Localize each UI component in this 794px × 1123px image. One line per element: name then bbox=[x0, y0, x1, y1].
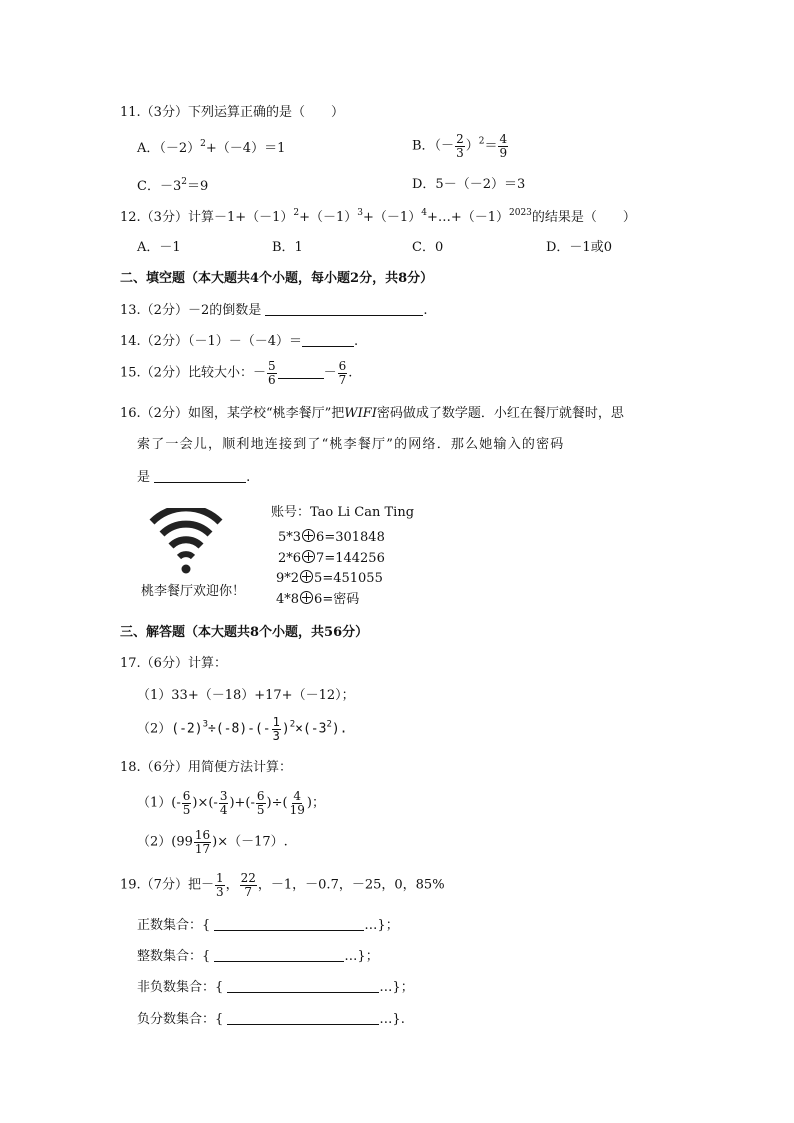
figure-row-1: 5*3 6=301848 bbox=[278, 530, 385, 545]
q11-option-a: A．$(-2)^2+(-4)=1$ bbox=[137, 139, 286, 156]
oplus-icon bbox=[302, 550, 315, 563]
figure-row-2: 2*6 7=144256 bbox=[278, 551, 385, 566]
q12-option-c: C．0 bbox=[412, 240, 444, 255]
wifi-icon bbox=[148, 508, 224, 578]
q12-option-a: A．－1 bbox=[137, 240, 181, 255]
q18-part-2: （2）(99 $\frac{16}{17}$ )×（－17）. bbox=[137, 828, 288, 856]
q17-part-2: $(2)(-2)^3\div(-8)-(-$ $\frac{1}{3}$ )$^2\times(-3^2)$. bbox=[137, 715, 348, 743]
section-2-heading: 二、填空题（本大题共4个小题，每小题2分，共8分） bbox=[120, 271, 434, 286]
q16-line-3: 是 . bbox=[137, 470, 251, 485]
q13: 13.（2分）－2的倒数是 . bbox=[120, 303, 428, 318]
figure-row-3: 9*2 5=451055 bbox=[276, 571, 383, 586]
oplus-icon bbox=[300, 570, 313, 583]
q19-stem: 19.（7分）把－ $\frac{1}{3}$ ， $\frac{22}{7}$ ，－1，－0.7，－25，0，85% bbox=[120, 871, 445, 899]
oplus-icon bbox=[302, 529, 315, 542]
q19-positive-set: 正数集合：{ …}； bbox=[137, 918, 399, 933]
q18-stem: 18.（6分）用简便方法计算： bbox=[120, 760, 292, 775]
q14: 14.（2分）（－1）－（－4）＝ . bbox=[120, 334, 359, 349]
q19-negative-fraction-blank bbox=[227, 1012, 379, 1025]
q11-stem: 11.（3分）下列运算正确的是（ ） bbox=[120, 105, 344, 120]
q18-part-1: （1）(- $\frac{6}{5}$ )×(- $\frac{3}{4}$ )+(- $\frac{6}{5}$ )÷( $\frac{4}{19}$ )； bbox=[137, 789, 325, 817]
q17-stem: 17.（6分）计算： bbox=[120, 656, 227, 671]
q16-line-2: 索了一会儿，顺利地连接到了“桃李餐厅”的网络．那么她输入的密码 bbox=[137, 437, 565, 452]
oplus-icon bbox=[300, 591, 313, 604]
q14-answer-blank bbox=[302, 334, 354, 347]
figure-row-4: 4*8 6=密码 bbox=[276, 592, 360, 607]
q16-answer-blank bbox=[154, 470, 246, 483]
q15-answer-blank bbox=[278, 366, 324, 379]
q12-option-b: B．1 bbox=[272, 240, 303, 255]
q19-nonnegative-set: 非负数集合：{ …}； bbox=[137, 980, 414, 995]
q12-stem: 12.（3分）计算$-1+(-1)^2+(-1)^3+(-1)^4+\dots+(-1)^{2023}$的结果是（ ） bbox=[120, 208, 636, 225]
q19-integer-set: 整数集合：{ …}； bbox=[137, 949, 379, 964]
q12-option-d: D．－1或0 bbox=[546, 240, 612, 255]
figure-account: 账号：Tao Li Can Ting bbox=[271, 505, 415, 520]
section-3-heading: 三、解答题（本大题共8个小题，共56分） bbox=[120, 625, 369, 640]
q19-integer-blank bbox=[214, 949, 344, 962]
figure-welcome: 桃李餐厅欢迎你！ bbox=[141, 584, 246, 599]
q17-part-1: （1）33+（－18）+17+（－12）； bbox=[137, 688, 355, 703]
q11-option-d: D．5－（－2）＝3 bbox=[412, 177, 526, 192]
q11-option-c: C．$-3^2=9$ bbox=[137, 177, 209, 194]
q16-line-1: 16.（2分）如图，某学校“桃李餐厅”把WIFI密码做成了数学题．小红在餐厅就餐时，思 bbox=[120, 406, 624, 421]
q19-nonnegative-blank bbox=[227, 980, 379, 993]
q11-option-b: B．（－ $\frac{2}{3}$ ）$^2$＝ $\frac{4}{9}$ bbox=[412, 132, 508, 160]
q19-positive-blank bbox=[214, 918, 364, 931]
q13-answer-blank bbox=[265, 303, 423, 316]
q19-negative-fraction-set: 负分数集合：{ …}. bbox=[137, 1012, 405, 1027]
q15: 15.（2分）比较大小：－ $\frac{5}{6}$ － $\frac{6}{7}$ . bbox=[120, 359, 353, 387]
